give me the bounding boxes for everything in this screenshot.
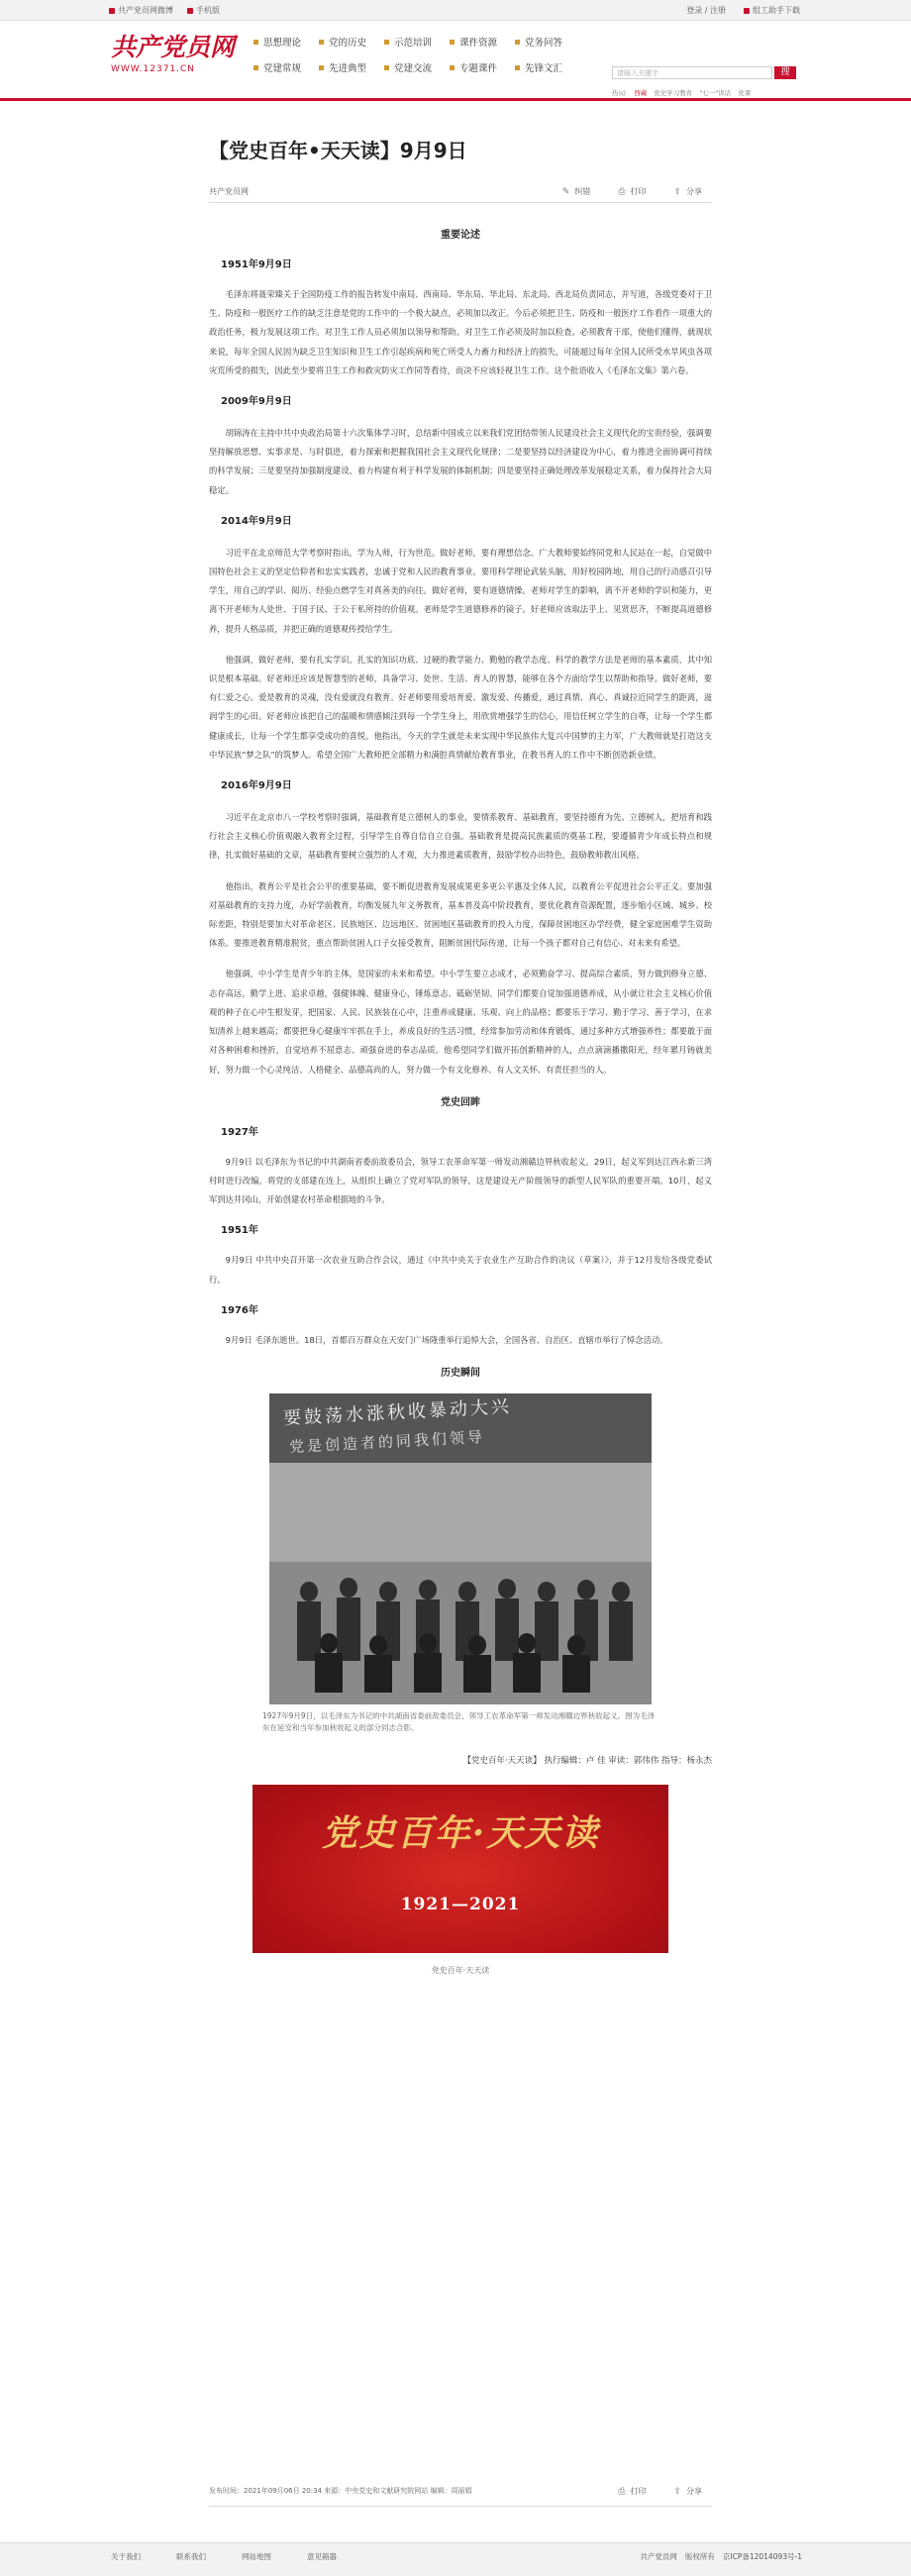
login-link[interactable]: 登录 / 注册	[686, 6, 726, 15]
paragraph: 习近平在北京师范大学考察时指出，学为人师，行为世范。做好老师，要有理想信念。广大教师要始终同党和人民站在一起，自觉做中国特色社会主义的坚定信仰者和忠实实践者，忠诚于党和人民的教育事业。要用科学理论武装头脑，用好校园阵地，用自己的行动感召引导学生，用自己的学识、阅历、经验点燃学生对真善美的向往。做好老师，要有道德情操。老师对学生的影响，离不开老师的学识和能力，更离不开老师为人处世、于国于民、于公于私所持的价值观。老师是学生道德修养的镜子。好老师应该取法乎上、见贤思齐，不断提高道德修养，提升人格品质，并把正确的道德观传授给学生。	[209, 547, 712, 634]
logo-text: 共产党员网	[111, 33, 236, 61]
site-logo[interactable]	[111, 33, 236, 82]
photo-slogan: 要鼓荡水涨秋收暴动大兴	[282, 1395, 513, 1429]
bullet-icon	[515, 40, 520, 45]
footer-link[interactable]: 联系我们	[176, 2552, 206, 2561]
weibo-icon	[109, 8, 115, 14]
search-input[interactable]: 请输入关键字	[612, 66, 772, 79]
spacer	[209, 1113, 712, 1123]
paragraph: 他强调，做好老师，要有扎实学识。扎实的知识功底、过硬的教学能力、勤勉的教学态度、科学的教学方法是老师的基本素质，其中知识是根本基础。好老师还应该是智慧型的老师，具备学习、处世、生活、育人的智慧，能够在各个方面给学生以帮助和指导。做好老师，要有仁爱之心。爱是教育的灵魂，没有爱就没有教育。好老师要用爱培育爱、激发爱、传播爱，通过真情、真心、真诚拉近同学生的距离，滋润学生的心田。好老师应该把自己的温暖和情感倾注到每一个学生身上，用欣赏增强学生的信心，用信任树立学生的自尊，让每一个学生都健康成长，让每一个学生都享受成功的喜悦。他指出，今天的学生就是未来实现中华民族伟大复兴中国梦的主力军，广大教师就是打造这支中华民族“梦之队”的筑梦人。希望全国广大教师把全部精力和满腔真情献给教育事业，在教书育人的工作中不断创造新业绩。	[209, 654, 712, 760]
paragraph: 他强调，中小学生是青少年的主体，是国家的未来和希望。中小学生要立志成才，必须勤奋学习、提高综合素质，努力做到修身立德、志存高远，勤学上进、追求卓越，强健体魄、健康身心，锤炼意志、砥砺坚韧。同学们都要自觉加强道德养成，从小就让社会主义核心价值观的种子在心中生根发芽，把国家、人民、民族装在心中，注重养成健康、乐观、向上的品格；都要乐于学习、勤于学习、善于学习，在求知清养上越来越高；都要把身心健康牢牢抓在手上，养成良好的生活习惯，经常参加劳动和体育锻炼，通过多种方式增强养性；都要敢于面对各种困难和挫折，自觉培养不屈意志、顽强奋进的奉志品质。他希望同学们做开拓创新精神的人，点点滴滴播撒阳光，经年累月铸就美好，努力做一个心灵纯洁、人格健全、品德高尚的人，努力做一个有文化修养、有人文关怀、有责任担当的人。	[209, 969, 712, 1075]
spacer	[209, 953, 712, 965]
logo-url: WWW.12371.CN	[111, 64, 196, 74]
correct-button[interactable]: ✎ 纠错	[561, 187, 591, 197]
bullet-icon	[253, 65, 258, 70]
weibo-link[interactable]: 共产党员网微博	[109, 5, 173, 16]
paragraph: 9月9日 毛泽东逝世。18日，首都百万群众在天安门广场隆重举行追悼大会，全国各省、自治区、直辖市举行了悼念活动。	[225, 1334, 668, 1345]
share-icon: ⇪	[673, 2487, 681, 2497]
banner-background	[253, 1785, 668, 1953]
share-icon: ⇪	[673, 187, 681, 197]
date-heading: 1951年9月9日	[221, 259, 292, 270]
site-footer	[0, 2542, 911, 2576]
spacer	[209, 639, 712, 651]
bullet-icon	[319, 40, 324, 45]
edit-icon: ✎	[561, 187, 570, 197]
nav-item[interactable]: 先锋文汇	[515, 60, 574, 74]
mobile-link[interactable]: 手机版	[187, 5, 220, 16]
footer-tools	[618, 2486, 702, 2497]
nav-item[interactable]: 党建交流	[384, 60, 444, 74]
banner-years: 1921—2021	[400, 1894, 521, 1914]
paragraph: 毛泽东将聂荣臻关于全国防疫工作的报告转发中南局、西南局、华东局、华北局、东北局、西北局负责同志，并写道，各级党委对于卫生、防疫和一般医疗工作的缺乏注意是党的工作中的一个极大缺点，必须加以改正。今后必须把卫生、防疫和一般医疗工作看作一项重大的政治任务，极力发展这项工作。对卫生工作人员必须加以领导和帮助。对卫生工作必须及时加以检查。必须教育干部，使他们懂得，就现状来说，每年全国人民因为缺乏卫生知识和卫生工作引起疾病和死亡所受人力畜力和经济上的损失，可能超过每年全国人民所受水旱风虫各项灾荒所受的损失，因此至少要将卫生工作和救灾防灾工作同等看待，而决不应该轻视卫生工作。这个批语收入《毛泽东文集》第六卷。	[209, 289, 712, 375]
share-button[interactable]: ⇪ 分享	[673, 187, 702, 197]
hotword-link[interactable]: 西藏	[634, 89, 648, 97]
footer-link[interactable]: 意见箱器	[307, 2552, 337, 2561]
nav-item[interactable]: 课件资源	[450, 35, 509, 49]
spacer	[209, 765, 712, 776]
spacer	[209, 412, 712, 424]
paragraph: 9月9日 以毛泽东为书记的中共湖南省委前敌委员会，领导工农革命军第一师发动湘赣边界秋收起义。29日，起义军到达江西永新三湾村时进行改编，将党的支部建在连上，从组织上确立了党对军队的领导，这是建设无产阶级领导的新型人民军队的重要开端。10月，起义军到达井冈山，开始创建农村革命根据地的斗争。	[209, 1156, 712, 1205]
footer-link[interactable]: 关于我们	[111, 2552, 141, 2561]
divider	[209, 2506, 712, 2507]
bullet-icon	[253, 40, 258, 45]
spacer	[209, 866, 712, 877]
spacer	[209, 532, 712, 544]
mobile-icon	[187, 8, 193, 14]
spacer	[209, 275, 712, 285]
spacer	[209, 1080, 712, 1093]
hotword-label: 热词:	[612, 89, 628, 97]
nav-item[interactable]: 专题课件	[450, 60, 509, 74]
print-icon: ⎙	[618, 187, 626, 197]
print-button[interactable]: ⎙ 打印	[618, 187, 647, 197]
footer-link[interactable]: 网站地图	[242, 2552, 271, 2561]
paragraph: 习近平在北京市八一学校考察时强调，基础教育是立德树人的事业，要情系教育、基础教育，要坚持德育为先、立德树人，把培育和践行社会主义核心价值观融入教育全过程，引导学生自尊自信自立自强。基础教育是提高民族素质的奠基工程，要遵循青少年成长特点和规律，扎实做好基础的文章，基础教育要树立强烈的人才观，大力推进素质教育，鼓励学校办出特色，鼓励教师教出风格。	[209, 812, 712, 861]
date-heading: 2009年9月9日	[221, 396, 292, 408]
hotword-link[interactable]: 党课	[738, 89, 752, 97]
icp-number[interactable]: 京ICP备12014093号-1	[722, 2552, 802, 2561]
spacer	[209, 1289, 712, 1301]
banner-title: 党史百年·天天读	[321, 1811, 600, 1854]
nav-item[interactable]: 思想理论	[253, 35, 313, 49]
date-heading: 2014年9月9日	[221, 515, 292, 527]
article-footer-meta	[209, 2486, 712, 2500]
spacer	[209, 1209, 712, 1221]
spacer	[209, 1350, 712, 1364]
article-title: 【党史百年•天天读】9月9日	[209, 139, 467, 162]
paragraph: 胡锦涛在主持中共中央政治局第十六次集体学习时，总结新中国成立以来我们党团结带领人民建设社会主义现代化的宝贵经验，强调要坚持解放思想、实事求是、与时俱进，着力探索和把握我国社会主义现代化规律；二是要坚持以经济建设为中心，着力推进全面协调可持续的科学发展；三是要坚持加强制度建设，着力构建有利于科学发展的体制机制；四是要坚持正确处理改革发展稳定关系，着力保持社会大局稳定。	[209, 428, 712, 495]
download-link[interactable]: 组工助手下载	[744, 5, 800, 16]
photo-slogan: 党是创造者的同我们领导	[288, 1427, 486, 1457]
section-heading: 历史瞬间	[441, 1367, 480, 1379]
nav-item[interactable]: 先进典型	[319, 60, 378, 74]
paragraph: 他指出，教育公平是社会公平的重要基础，要不断促进教育发展成果更多更公平惠及全体人民，以教育公平促进社会公平正义。要加强对基础教育的支持力度，办好学前教育，均衡发展九年义务教育，基本普及高中阶段教育，要优化教育资源配置，逐步缩小区域、城乡、校际差距，特别是要加大对革命老区、民族地区、边远地区、贫困地区基础教育的投入力度，保障贫困地区办学经费，健全家庭困难学生资助体系。要推进教育精准脱贫，重点帮助贫困人口子女接受教育，阻断贫困代际传递，让每一个孩子都对自己有信心、对未来有希望。	[209, 880, 712, 949]
section-heading: 重要论述	[441, 230, 480, 241]
spacer	[209, 246, 712, 256]
print-icon: ⎙	[618, 2487, 626, 2497]
footer-links	[111, 2551, 337, 2562]
nav-item[interactable]: 示范培训	[384, 35, 444, 49]
section-heading: 党史回眸	[441, 1096, 480, 1108]
article-source: 共产党员网	[209, 187, 249, 196]
copyright-text: 版权所有	[684, 2552, 715, 2561]
spacer	[209, 1143, 712, 1153]
editor-line: 【党史百年·天天读】 执行编辑：卢 佳 审读：郭伟伟 指导：杨永杰	[462, 1755, 712, 1766]
copyright	[640, 2551, 802, 2562]
nav-item[interactable]: 党的历史	[319, 35, 378, 49]
spacer	[209, 1384, 712, 1393]
site-header	[0, 21, 911, 101]
bullet-icon	[319, 65, 324, 70]
share-button[interactable]: ⇪ 分享	[673, 2487, 702, 2497]
series-banner	[253, 1785, 668, 1953]
top-bar	[0, 0, 911, 21]
spacer	[209, 500, 712, 512]
date-heading: 1976年	[221, 1304, 258, 1316]
bullet-icon	[515, 65, 520, 70]
divider	[209, 202, 712, 203]
hotword-link[interactable]: 党史学习教育	[654, 89, 693, 97]
main-nav	[253, 35, 640, 74]
print-button[interactable]: ⎙ 打印	[618, 2487, 647, 2497]
historical-photo	[269, 1393, 652, 1704]
bullet-icon	[450, 65, 455, 70]
banner-caption: 党史百年·天天读	[431, 1965, 490, 1975]
hot-words	[612, 88, 751, 97]
publish-info: 发布时间：2021年09月06日 20:34 来源：中央党史和文献研究院网站 编辑：周丽娟	[209, 2487, 472, 2495]
article-meta	[209, 186, 712, 200]
bullet-icon	[450, 40, 455, 45]
nav-item[interactable]: 党务问答	[515, 35, 574, 49]
bullet-icon	[384, 40, 389, 45]
article-body	[209, 226, 712, 1980]
spacer	[209, 1321, 712, 1331]
search-button[interactable]: 搜	[774, 66, 796, 79]
date-heading: 2016年9月9日	[221, 780, 292, 792]
date-heading: 1927年	[221, 1126, 258, 1138]
article-tools	[562, 186, 702, 197]
paragraph: 9月9日 中共中央召开第一次农业互助合作会议，通过《中共中央关于农业生产互助合作的决议（草案）》，并于12月发给各级党委试行。	[209, 1255, 712, 1285]
photo-caption: 1927年9月9日，以毛泽东为书记的中共湖南省委前敌委员会，领导工农革命军第一师发动湘赣边界秋收起义。图为毛泽东在延安和当年参加秋收起义的部分同志合影。	[262, 1710, 656, 1732]
photo-group	[269, 1562, 652, 1704]
copyright-site: 共产党员网	[640, 2552, 677, 2561]
spacer	[209, 380, 712, 392]
nav-item[interactable]: 党建常规	[253, 60, 313, 74]
app-icon	[744, 8, 750, 14]
date-heading: 1951年	[221, 1225, 258, 1237]
spacer	[209, 796, 712, 808]
spacer	[209, 1241, 712, 1251]
hotword-link[interactable]: "七一"讲话	[699, 89, 732, 97]
bullet-icon	[384, 65, 389, 70]
